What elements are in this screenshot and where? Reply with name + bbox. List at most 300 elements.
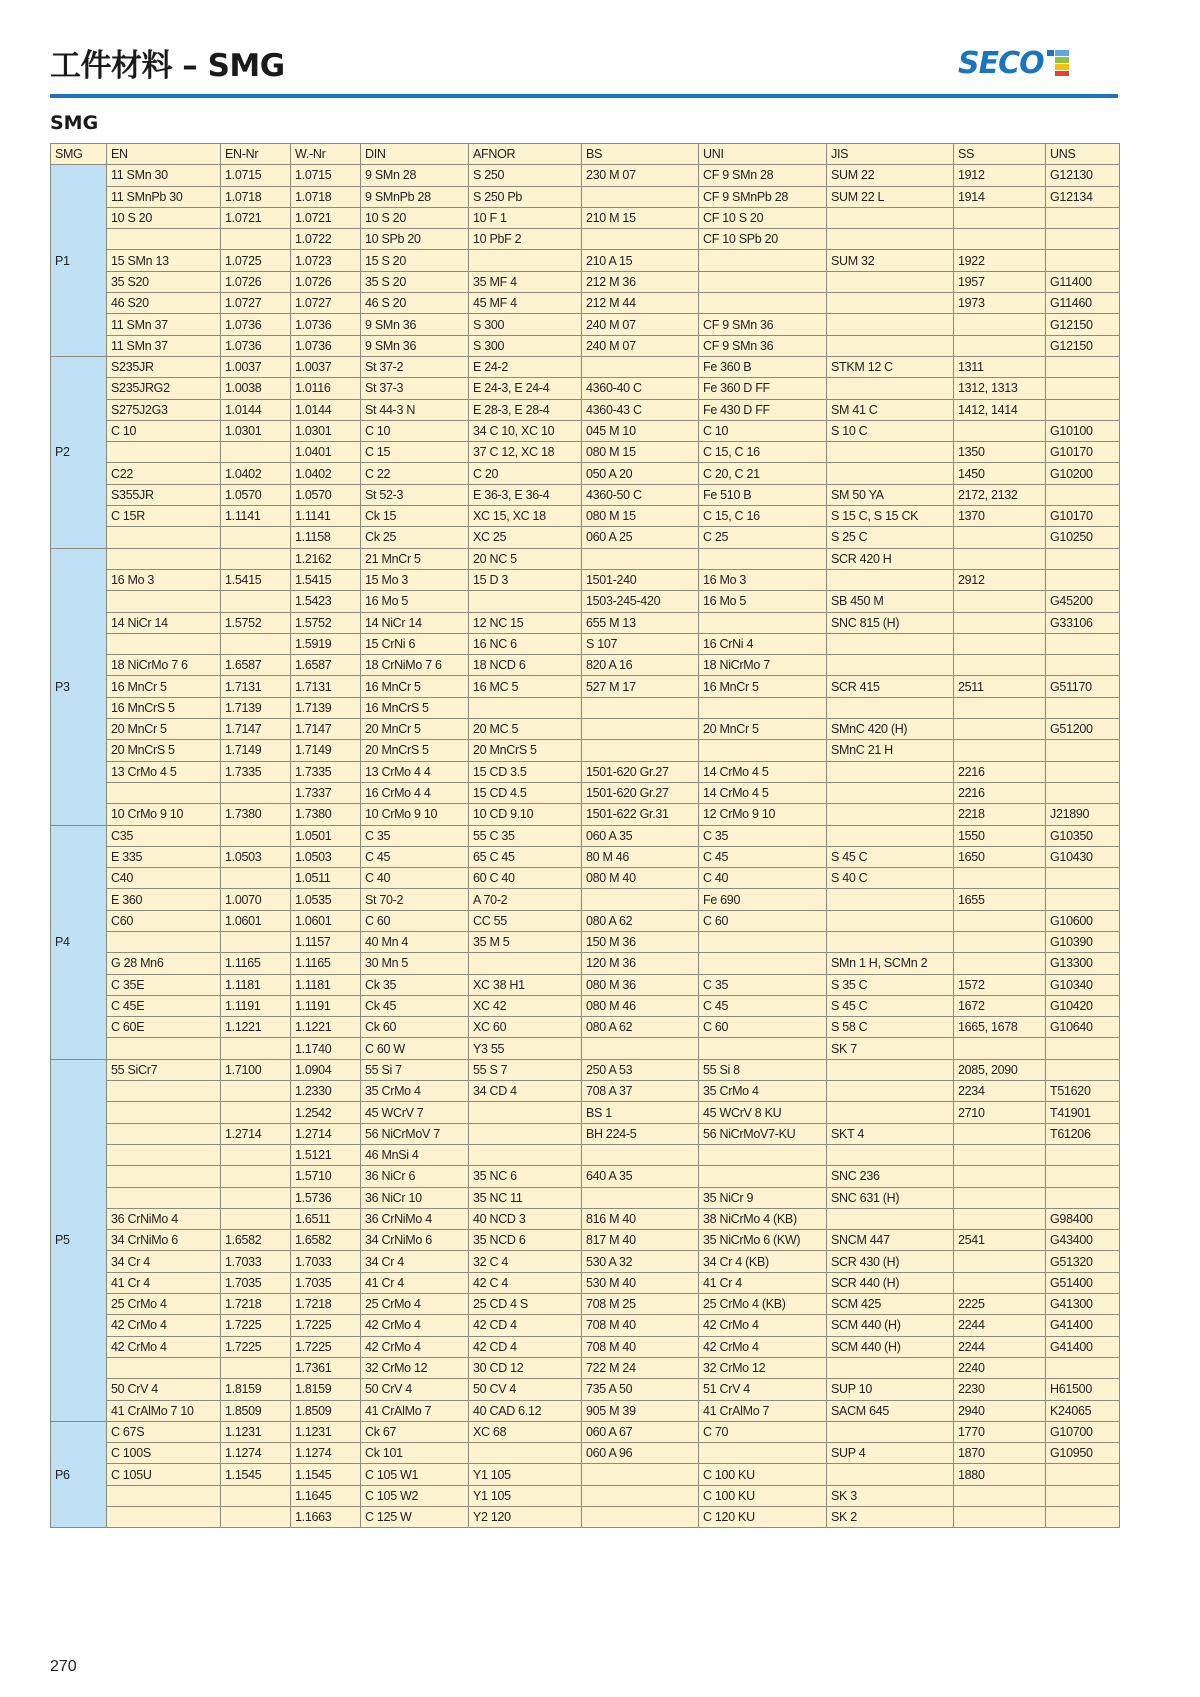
table-cell: 50 CrV 4: [361, 1379, 469, 1400]
table-row: [51, 229, 1120, 250]
table-cell: 1.7131: [221, 676, 291, 697]
table-cell: SM 50 YA: [827, 484, 954, 505]
table-cell: 250 A 53: [582, 1059, 699, 1080]
table-cell: 11 SMn 37: [107, 335, 221, 356]
table-cell: [699, 612, 827, 633]
table-cell: 32 CrMo 12: [361, 1357, 469, 1378]
table-cell: [221, 931, 291, 952]
table-cell: [827, 207, 954, 228]
header-rule: [50, 94, 1118, 98]
table-cell: 640 A 35: [582, 1166, 699, 1187]
table-cell: 34 Cr 4 (KB): [699, 1251, 827, 1272]
table-cell: 708 M 40: [582, 1336, 699, 1357]
table-cell: 1.7225: [221, 1336, 291, 1357]
table-cell: 1.1221: [221, 1017, 291, 1038]
table-row: [51, 1144, 1120, 1165]
table-cell: [221, 229, 291, 250]
table-cell: G10350: [1046, 825, 1120, 846]
table-cell: G10600: [1046, 910, 1120, 931]
table-cell: [107, 633, 221, 654]
table-cell: S 10 C: [827, 420, 954, 441]
table-cell: 12 NC 15: [469, 612, 582, 633]
table-row: [51, 1507, 1120, 1528]
table-cell: 50 CrV 4: [107, 1379, 221, 1400]
table-cell: S 58 C: [827, 1017, 954, 1038]
group-label: P3: [51, 548, 107, 825]
table-cell: [954, 697, 1046, 718]
table-cell: C 15, C 16: [699, 506, 827, 527]
table-cell: 42 CD 4: [469, 1315, 582, 1336]
table-cell: 20 MnCr 5: [107, 719, 221, 740]
table-cell: 36 CrNiMo 4: [361, 1208, 469, 1229]
table-cell: [827, 1102, 954, 1123]
table-cell: [221, 1507, 291, 1528]
table-cell: [221, 1102, 291, 1123]
table-cell: C 45E: [107, 995, 221, 1016]
seco-logo: [958, 46, 1069, 80]
table-cell: [1046, 655, 1120, 676]
table-cell: S235JRG2: [107, 378, 221, 399]
table-cell: 1.1181: [221, 974, 291, 995]
table-cell: [582, 697, 699, 718]
table-cell: 45 WCrV 8 KU: [699, 1102, 827, 1123]
table-cell: [827, 1464, 954, 1485]
table-cell: [827, 1144, 954, 1165]
table-cell: [221, 548, 291, 569]
table-cell: [954, 1166, 1046, 1187]
table-cell: 1.0402: [221, 463, 291, 484]
table-cell: C 15: [361, 442, 469, 463]
table-cell: C 45: [699, 995, 827, 1016]
table-cell: 37 C 12, XC 18: [469, 442, 582, 463]
table-cell: 1.0535: [291, 889, 361, 910]
table-cell: [1046, 1187, 1120, 1208]
table-cell: 35 M 5: [469, 931, 582, 952]
table-cell: G10340: [1046, 974, 1120, 995]
table-cell: [469, 1102, 582, 1123]
table-cell: [1046, 782, 1120, 803]
table-cell: T51620: [1046, 1081, 1120, 1102]
table-cell: [1046, 1059, 1120, 1080]
table-row: [51, 1294, 1120, 1315]
table-row: [51, 399, 1120, 420]
table-cell: G41300: [1046, 1294, 1120, 1315]
table-cell: [469, 953, 582, 974]
table-cell: C 120 KU: [699, 1507, 827, 1528]
table-cell: 16 Mo 3: [699, 569, 827, 590]
material-table: [50, 143, 1119, 1528]
table-cell: Fe 430 D FF: [699, 399, 827, 420]
table-cell: H61500: [1046, 1379, 1120, 1400]
table-cell: SCR 420 H: [827, 548, 954, 569]
table-cell: C 10: [107, 420, 221, 441]
table-cell: [699, 740, 827, 761]
table-cell: 1.6582: [221, 1230, 291, 1251]
table-cell: 1572: [954, 974, 1046, 995]
table-cell: 2511: [954, 676, 1046, 697]
table-cell: G10420: [1046, 995, 1120, 1016]
table-row: [51, 676, 1120, 697]
table-cell: 1.8509: [291, 1400, 361, 1421]
table-cell: C 105U: [107, 1464, 221, 1485]
table-cell: [699, 271, 827, 292]
table-row: [51, 697, 1120, 718]
table-row: [51, 1208, 1120, 1229]
table-row: [51, 1166, 1120, 1187]
table-cell: [954, 1251, 1046, 1272]
table-cell: 1.1274: [221, 1443, 291, 1464]
table-cell: J21890: [1046, 804, 1120, 825]
table-cell: 35 NCD 6: [469, 1230, 582, 1251]
table-cell: SUP 4: [827, 1443, 954, 1464]
table-cell: [107, 1102, 221, 1123]
table-cell: 1.7337: [291, 782, 361, 803]
column-header: UNI: [699, 144, 827, 165]
table-cell: [1046, 868, 1120, 889]
table-cell: 1.0301: [221, 420, 291, 441]
group-label: P1: [51, 165, 107, 357]
table-cell: [954, 1038, 1046, 1059]
table-cell: 1.7139: [291, 697, 361, 718]
table-cell: [827, 910, 954, 931]
table-cell: [827, 314, 954, 335]
table-cell: G10390: [1046, 931, 1120, 952]
table-cell: G45200: [1046, 591, 1120, 612]
table-cell: C22: [107, 463, 221, 484]
table-cell: C 60: [361, 910, 469, 931]
table-cell: 2710: [954, 1102, 1046, 1123]
table-cell: [1046, 1144, 1120, 1165]
table-cell: 1770: [954, 1421, 1046, 1442]
table-row: [51, 1123, 1120, 1144]
table-row: [51, 995, 1120, 1016]
table-cell: 1.0726: [291, 271, 361, 292]
table-header-row: [51, 144, 1120, 165]
table-cell: SMnC 21 H: [827, 740, 954, 761]
table-cell: 20 MnCr 5: [699, 719, 827, 740]
table-cell: 13 CrMo 4 5: [107, 761, 221, 782]
table-cell: [469, 1144, 582, 1165]
table-cell: SACM 645: [827, 1400, 954, 1421]
table-cell: 25 CrMo 4: [107, 1294, 221, 1315]
table-row: [51, 931, 1120, 952]
table-cell: C 35E: [107, 974, 221, 995]
table-row: [51, 846, 1120, 867]
table-cell: 1.0721: [221, 207, 291, 228]
table-cell: [827, 804, 954, 825]
table-cell: 35 MF 4: [469, 271, 582, 292]
table-cell: 2912: [954, 569, 1046, 590]
table-cell: Y1 105: [469, 1464, 582, 1485]
table-cell: [699, 250, 827, 271]
table-cell: 16 NC 6: [469, 633, 582, 654]
table-cell: 210 M 15: [582, 207, 699, 228]
table-cell: XC 42: [469, 995, 582, 1016]
table-cell: 1672: [954, 995, 1046, 1016]
table-row: [51, 314, 1120, 335]
table-cell: C 60 W: [361, 1038, 469, 1059]
table-cell: 42 CrMo 4: [699, 1315, 827, 1336]
table-cell: 18 CrNiMo 7 6: [361, 655, 469, 676]
table-cell: 210 A 15: [582, 250, 699, 271]
table-cell: G12130: [1046, 165, 1120, 186]
table-cell: 1.7149: [291, 740, 361, 761]
table-cell: 1.1158: [291, 527, 361, 548]
table-cell: 18 NiCrMo 7 6: [107, 655, 221, 676]
table-cell: 41 Cr 4: [699, 1272, 827, 1293]
table-cell: 1.7380: [291, 804, 361, 825]
table-cell: 1.5121: [291, 1144, 361, 1165]
table-cell: 25 CD 4 S: [469, 1294, 582, 1315]
table-cell: [827, 889, 954, 910]
table-cell: 16 MnCr 5: [699, 676, 827, 697]
table-cell: [827, 761, 954, 782]
table-cell: G12150: [1046, 335, 1120, 356]
table-cell: 45 MF 4: [469, 293, 582, 314]
table-cell: St 44-3 N: [361, 399, 469, 420]
table-cell: 1.0727: [291, 293, 361, 314]
table-row: [51, 207, 1120, 228]
table-cell: 2225: [954, 1294, 1046, 1315]
table-cell: Fe 360 B: [699, 356, 827, 377]
table-cell: 20 MC 5: [469, 719, 582, 740]
table-cell: [107, 229, 221, 250]
table-cell: 1.0736: [221, 314, 291, 335]
table-cell: [827, 335, 954, 356]
table-cell: 16 MnCr 5: [361, 676, 469, 697]
table-cell: [582, 1464, 699, 1485]
table-cell: G33106: [1046, 612, 1120, 633]
table-cell: 708 M 25: [582, 1294, 699, 1315]
table-cell: 1.1157: [291, 931, 361, 952]
table-cell: 60 C 40: [469, 868, 582, 889]
table-cell: 1665, 1678: [954, 1017, 1046, 1038]
table-cell: 1350: [954, 442, 1046, 463]
table-cell: [1046, 378, 1120, 399]
table-cell: [699, 1144, 827, 1165]
table-cell: CF 9 SMn 36: [699, 314, 827, 335]
table-cell: 1.0718: [221, 186, 291, 207]
table-cell: 1880: [954, 1464, 1046, 1485]
table-cell: 15 S 20: [361, 250, 469, 271]
table-row: [51, 719, 1120, 740]
table-cell: 1.5710: [291, 1166, 361, 1187]
table-cell: St 37-3: [361, 378, 469, 399]
table-cell: C 105 W2: [361, 1485, 469, 1506]
table-cell: 56 NiCrMoV7-KU: [699, 1123, 827, 1144]
table-cell: [107, 1038, 221, 1059]
table-cell: C 35: [699, 974, 827, 995]
table-cell: 817 M 40: [582, 1230, 699, 1251]
table-cell: 1370: [954, 506, 1046, 527]
table-row: [51, 868, 1120, 889]
table-cell: 11 SMn 37: [107, 314, 221, 335]
table-cell: [954, 953, 1046, 974]
table-cell: G51200: [1046, 719, 1120, 740]
table-cell: C 25: [699, 527, 827, 548]
table-row: [51, 910, 1120, 931]
table-cell: G10700: [1046, 1421, 1120, 1442]
table-cell: SK 7: [827, 1038, 954, 1059]
table-cell: [221, 1485, 291, 1506]
table-cell: 18 NiCrMo 7: [699, 655, 827, 676]
table-cell: 14 CrMo 4 5: [699, 761, 827, 782]
table-cell: 080 A 62: [582, 1017, 699, 1038]
table-cell: XC 25: [469, 527, 582, 548]
table-cell: 9 SMn 36: [361, 335, 469, 356]
column-header: JIS: [827, 144, 954, 165]
table-cell: [954, 1272, 1046, 1293]
table-cell: 1.6582: [291, 1230, 361, 1251]
table-cell: 32 C 4: [469, 1251, 582, 1272]
table-cell: 060 A 35: [582, 825, 699, 846]
table-cell: 55 C 35: [469, 825, 582, 846]
table-cell: 230 M 07: [582, 165, 699, 186]
table-cell: SK 3: [827, 1485, 954, 1506]
table-row: [51, 1400, 1120, 1421]
table-cell: 10 F 1: [469, 207, 582, 228]
table-cell: 14 NiCr 14: [107, 612, 221, 633]
table-cell: G51400: [1046, 1272, 1120, 1293]
table-cell: S 107: [582, 633, 699, 654]
table-cell: [827, 825, 954, 846]
table-cell: 1.0037: [221, 356, 291, 377]
table-cell: 1.0736: [221, 335, 291, 356]
table-cell: 1.7100: [221, 1059, 291, 1080]
table-cell: 212 M 44: [582, 293, 699, 314]
table-cell: 1.7335: [291, 761, 361, 782]
table-cell: [699, 931, 827, 952]
table-cell: [221, 868, 291, 889]
table-cell: [221, 442, 291, 463]
table-cell: 080 A 62: [582, 910, 699, 931]
table-cell: 045 M 10: [582, 420, 699, 441]
table-cell: BS 1: [582, 1102, 699, 1123]
table-cell: 1.8159: [221, 1379, 291, 1400]
table-cell: [107, 1166, 221, 1187]
table-cell: S 35 C: [827, 974, 954, 995]
table-row: [51, 782, 1120, 803]
table-row: [51, 527, 1120, 548]
table-cell: XC 38 H1: [469, 974, 582, 995]
table-row: [51, 953, 1120, 974]
table-cell: 41 CrAlMo 7 10: [107, 1400, 221, 1421]
table-cell: [827, 463, 954, 484]
table-cell: SNC 631 (H): [827, 1187, 954, 1208]
table-cell: 1.1191: [291, 995, 361, 1016]
table-cell: 1.0116: [291, 378, 361, 399]
table-cell: 35 NiCr 9: [699, 1187, 827, 1208]
table-cell: 1.0736: [291, 314, 361, 335]
table-cell: 55 S 7: [469, 1059, 582, 1080]
table-cell: S 300: [469, 314, 582, 335]
table-cell: 15 D 3: [469, 569, 582, 590]
table-cell: C 22: [361, 463, 469, 484]
table-cell: Y1 105: [469, 1485, 582, 1506]
table-cell: SKT 4: [827, 1123, 954, 1144]
table-cell: CF 10 S 20: [699, 207, 827, 228]
table-row: [51, 250, 1120, 271]
table-cell: 10 CD 9.10: [469, 804, 582, 825]
table-cell: G11460: [1046, 293, 1120, 314]
table-cell: 10 CrMo 9 10: [361, 804, 469, 825]
table-cell: [469, 1443, 582, 1464]
table-cell: 1501-622 Gr.31: [582, 804, 699, 825]
table-cell: SM 41 C: [827, 399, 954, 420]
table-cell: 20 MnCrS 5: [469, 740, 582, 761]
table-cell: C 35: [361, 825, 469, 846]
table-row: [51, 463, 1120, 484]
table-cell: 25 CrMo 4: [361, 1294, 469, 1315]
table-cell: E 28-3, E 28-4: [469, 399, 582, 420]
table-cell: [954, 1485, 1046, 1506]
table-row: [51, 1443, 1120, 1464]
table-cell: 20 MnCrS 5: [361, 740, 469, 761]
table-cell: K24065: [1046, 1400, 1120, 1421]
table-cell: 1.0511: [291, 868, 361, 889]
table-cell: 1.5752: [221, 612, 291, 633]
table-cell: E 24-3, E 24-4: [469, 378, 582, 399]
column-header: SMG: [51, 144, 107, 165]
table-cell: 55 Si 7: [361, 1059, 469, 1080]
table-cell: [827, 442, 954, 463]
table-cell: 2244: [954, 1336, 1046, 1357]
table-cell: G51170: [1046, 676, 1120, 697]
table-cell: 21 MnCr 5: [361, 548, 469, 569]
table-cell: [221, 1166, 291, 1187]
table-cell: St 70-2: [361, 889, 469, 910]
table-cell: 1.7131: [291, 676, 361, 697]
table-cell: E 335: [107, 846, 221, 867]
table-cell: [582, 719, 699, 740]
table-cell: 150 M 36: [582, 931, 699, 952]
table-cell: 1.1191: [221, 995, 291, 1016]
table-cell: SUM 22 L: [827, 186, 954, 207]
table-cell: SCM 425: [827, 1294, 954, 1315]
table-cell: 1.7218: [291, 1294, 361, 1315]
column-header: BS: [582, 144, 699, 165]
table-cell: 1501-620 Gr.27: [582, 761, 699, 782]
table-cell: CF 9 SMnPb 28: [699, 186, 827, 207]
table-row: [51, 1059, 1120, 1080]
table-cell: 34 CD 4: [469, 1081, 582, 1102]
table-cell: [221, 825, 291, 846]
table-cell: [954, 910, 1046, 931]
table-cell: 2244: [954, 1315, 1046, 1336]
table-cell: G10640: [1046, 1017, 1120, 1038]
table-cell: [699, 697, 827, 718]
table-cell: [827, 655, 954, 676]
table-cell: Fe 510 B: [699, 484, 827, 505]
table-cell: [954, 335, 1046, 356]
table-cell: 2234: [954, 1081, 1046, 1102]
section-title: SMG: [50, 112, 99, 134]
table-cell: 10 S 20: [361, 207, 469, 228]
table-cell: 1650: [954, 846, 1046, 867]
table-cell: [954, 719, 1046, 740]
table-cell: SB 450 M: [827, 591, 954, 612]
table-cell: [107, 1123, 221, 1144]
table-cell: C 67S: [107, 1421, 221, 1442]
table-cell: SNCM 447: [827, 1230, 954, 1251]
table-cell: 36 CrNiMo 4: [107, 1208, 221, 1229]
table-cell: 15 CrNi 6: [361, 633, 469, 654]
table-cell: 1.1181: [291, 974, 361, 995]
table-cell: 530 A 32: [582, 1251, 699, 1272]
table-cell: 12 CrMo 9 10: [699, 804, 827, 825]
table-cell: C 100S: [107, 1443, 221, 1464]
table-cell: 1.0570: [291, 484, 361, 505]
